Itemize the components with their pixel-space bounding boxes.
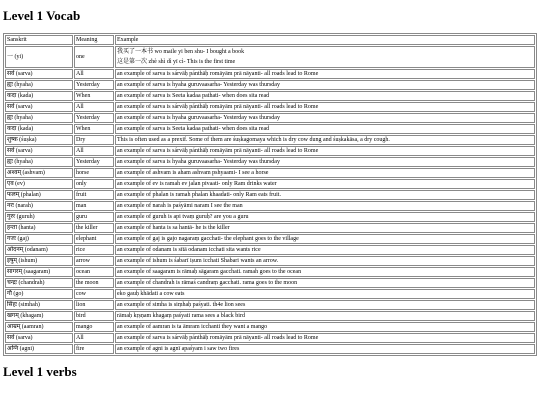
meaning-cell: fire [74, 344, 114, 354]
example-cell [115, 91, 535, 101]
example-line: an example of simha is siṃhaḥ paśyati. th4e lion sees [117, 302, 246, 308]
table-row [5, 344, 535, 354]
page-title: Level 1 Vocab [3, 8, 81, 23]
meaning-cell: the killer [74, 223, 114, 233]
example-line: eko gauḥ khādati a cow eats [117, 291, 185, 297]
example-cell [115, 69, 535, 79]
sanskrit-cell: सर्व (sarva) [5, 146, 73, 156]
meaning-cell: elephant [74, 234, 114, 244]
table-row [5, 113, 535, 123]
meaning-cell: When [74, 91, 114, 101]
example-line: an example of agni is agnī apaśyam i saw two fires [117, 346, 240, 352]
meaning-cell: only [74, 179, 114, 189]
meaning-cell: man [74, 201, 114, 211]
sanskrit-cell: गुरुः (guruh) [5, 212, 73, 222]
table-row [5, 322, 535, 332]
column-header-sanskrit: Sanskrit [5, 35, 73, 45]
sanskrit-cell: ह्यः (hyaha) [5, 157, 73, 167]
table-row [5, 212, 535, 222]
sanskrit-cell: कदा (kada) [5, 124, 73, 134]
example-line: an example of ishum is śabarī iṣum icchati Shabari wants an arrow. [117, 258, 279, 264]
vocab-table [3, 33, 537, 356]
meaning-cell: All [74, 69, 114, 79]
example-cell [115, 146, 535, 156]
meaning-cell: All [74, 146, 114, 156]
example-line: an example of sarva is hyaha guruvaasarha- Yesterday was thursday [117, 115, 280, 121]
example-line: an example of sarva is Seeta kadaa pathati- when does sita read [117, 126, 270, 132]
example-line: an example of hanta is sa hantā- he is the killer [117, 225, 230, 231]
meaning-cell: arrow [74, 256, 114, 266]
example-cell [115, 168, 535, 178]
example-cell [115, 46, 535, 68]
meaning-cell: one [74, 46, 114, 68]
example-cell [115, 256, 535, 266]
sanskrit-cell: नरः (narah) [5, 201, 73, 211]
table-row [5, 256, 535, 266]
sanskrit-cell: सर्व (sarva) [5, 333, 73, 343]
example-cell [115, 102, 535, 112]
sanskrit-cell: अग्नि (agni) [5, 344, 73, 354]
example-line: an example of sarva is sárvāḥ pánthāḥ romāyām prā nāyanti- all roads lead to Rome [117, 148, 319, 154]
meaning-cell: guru [74, 212, 114, 222]
example-line: an example of gaj is gajo nagaraṃ gacchati- the elephant goes to the village [117, 236, 299, 242]
example-line: This is often used as a prexif. Some of them are śuṣkagomaya which is dry cow dung and śuṣkakāsa, a dry cough. [117, 137, 390, 143]
meaning-cell: Yesterday [74, 157, 114, 167]
sanskrit-cell: खगम् (khagam) [5, 311, 73, 321]
sanskrit-cell: शुष्क (śuṣka) [5, 135, 73, 145]
meaning-cell: cow [74, 289, 114, 299]
meaning-cell: ocean [74, 267, 114, 277]
meaning-cell: bird [74, 311, 114, 321]
example-cell [115, 212, 535, 222]
sanskrit-cell: हन्ता (hanta) [5, 223, 73, 233]
sanskrit-cell: गजः (gaj) [5, 234, 73, 244]
example-cell [115, 157, 535, 167]
meaning-cell: All [74, 102, 114, 112]
example-line: an example of sarva is sárvāḥ pánthāḥ romāyām prā nāyanti- all roads lead to Rome [117, 335, 319, 341]
table-row [5, 46, 535, 68]
meaning-cell: All [74, 333, 114, 343]
example-line: rāmaḥ kṛṣṇam khagaṃ paśyati rama sees a black bird [117, 313, 245, 319]
example-line: an example of ev is ramah ev jalan pivaati- only Ram drinks water [117, 181, 277, 187]
example-cell [115, 234, 535, 244]
table-row [5, 146, 535, 156]
example-cell [115, 311, 535, 321]
table-row [5, 91, 535, 101]
sanskrit-cell: सागरम् (saagaram) [5, 267, 73, 277]
example-line: 我买了一本书 wo maile yi ben shu- I bought a book [117, 49, 245, 55]
example-cell [115, 201, 535, 211]
example-cell [115, 300, 535, 310]
meaning-cell: fruit [74, 190, 114, 200]
table-row [5, 168, 535, 178]
example-cell [115, 179, 535, 189]
table-row [5, 234, 535, 244]
sanskrit-cell: सर्व (sarva) [5, 102, 73, 112]
example-cell [115, 289, 535, 299]
sanskrit-cell: फलम् (phalan) [5, 190, 73, 200]
example-line: an example of sarva is hyaha guruvaasarha- Yesterday was thursday [117, 159, 280, 165]
table-row [5, 278, 535, 288]
example-cell [115, 113, 535, 123]
example-line: 这是第一次 zhè shì dì yī cì- This is the first time [117, 59, 236, 65]
sanskrit-cell: चन्द्रः (chandrah) [5, 278, 73, 288]
meaning-cell: Yesterday [74, 80, 114, 90]
meaning-cell: When [74, 124, 114, 134]
sanskrit-cell: एव (ev) [5, 179, 73, 189]
table-row [5, 69, 535, 79]
example-line: an example of saagaram is rāmaḥ sāgaram gacchati. ramah goes to the ocean [117, 269, 302, 275]
example-cell [115, 333, 535, 343]
sanskrit-cell: इषुम् (ishum) [5, 256, 73, 266]
table-row [5, 135, 535, 145]
meaning-cell: rice [74, 245, 114, 255]
example-line: an example of ashvam is aham ashvam pshyaami- I see a horse [117, 170, 269, 176]
example-cell [115, 322, 535, 332]
example-line: an example of sarva is hyaha guruvaasarha- Yesterday was thursday [117, 82, 280, 88]
example-cell [115, 223, 535, 233]
meaning-cell: mango [74, 322, 114, 332]
table-row [5, 333, 535, 343]
example-line: an example of sarva is Seeta kadaa pathati- when does sita read [117, 93, 270, 99]
meaning-cell: Dry [74, 135, 114, 145]
table-row [5, 179, 535, 189]
table-row [5, 124, 535, 134]
sanskrit-cell: कदा (kada) [5, 91, 73, 101]
example-line: an example of odanam is sītā odanam icchati sita wants rice [117, 247, 261, 253]
table-row [5, 102, 535, 112]
meaning-cell: horse [74, 168, 114, 178]
vocab-table-body [5, 46, 535, 354]
table-row [5, 201, 535, 211]
column-header-example: Example [115, 35, 535, 45]
sanskrit-cell: ह्यः (hyaha) [5, 113, 73, 123]
sanskrit-cell: सर्व (sarva) [5, 69, 73, 79]
example-line: an example of chandrah is rāmaś candraṃ gacchati. rama goes to the moon [117, 280, 298, 286]
example-line: an example of aamran is ta āmram icchanti they want a mango [117, 324, 268, 330]
table-row [5, 267, 535, 277]
sanskrit-cell: ओदनम् (odanam) [5, 245, 73, 255]
sanskrit-cell: गौ (go) [5, 289, 73, 299]
sanskrit-cell: अश्वम् (ashvam) [5, 168, 73, 178]
example-cell [115, 278, 535, 288]
example-line: an example of sarva is sárvāḥ pánthāḥ romāyām prā nāyanti- all roads lead to Rome [117, 104, 319, 110]
table-row [5, 245, 535, 255]
sanskrit-cell: 一 (yi) [5, 46, 73, 68]
meaning-cell: lion [74, 300, 114, 310]
sanskrit-cell: ह्यः (hyaha) [5, 80, 73, 90]
sanskrit-cell: सिंहः (simhah) [5, 300, 73, 310]
table-header-row [5, 35, 535, 45]
sanskrit-cell: आम्रम् (aamran) [5, 322, 73, 332]
example-cell [115, 135, 535, 145]
table-row [5, 289, 535, 299]
example-cell [115, 80, 535, 90]
table-row [5, 190, 535, 200]
example-line: an example of guruh is api tvaṃ guruḥ? are you a guru [117, 214, 249, 220]
table-row [5, 157, 535, 167]
meaning-cell: the moon [74, 278, 114, 288]
table-row [5, 80, 535, 90]
example-line: an example of phalan is ramah phalan khaadati- only Ram eats fruit. [117, 192, 281, 198]
meaning-cell: Yesterday [74, 113, 114, 123]
section-title-verbs: Level 1 verbs [3, 364, 77, 379]
example-cell [115, 190, 535, 200]
table-row [5, 300, 535, 310]
example-cell [115, 267, 535, 277]
example-cell [115, 344, 535, 354]
example-cell [115, 124, 535, 134]
table-row [5, 311, 535, 321]
table-row [5, 223, 535, 233]
column-header-meaning: Meaning [74, 35, 114, 45]
page-content [0, 8, 537, 380]
example-cell [115, 245, 535, 255]
example-line: an example of sarva is sárvāḥ pánthāḥ romāyām prā nāyanti- all roads lead to Rome [117, 71, 319, 77]
example-line: an example of narah is paśyāmi naram I see the man [117, 203, 243, 209]
